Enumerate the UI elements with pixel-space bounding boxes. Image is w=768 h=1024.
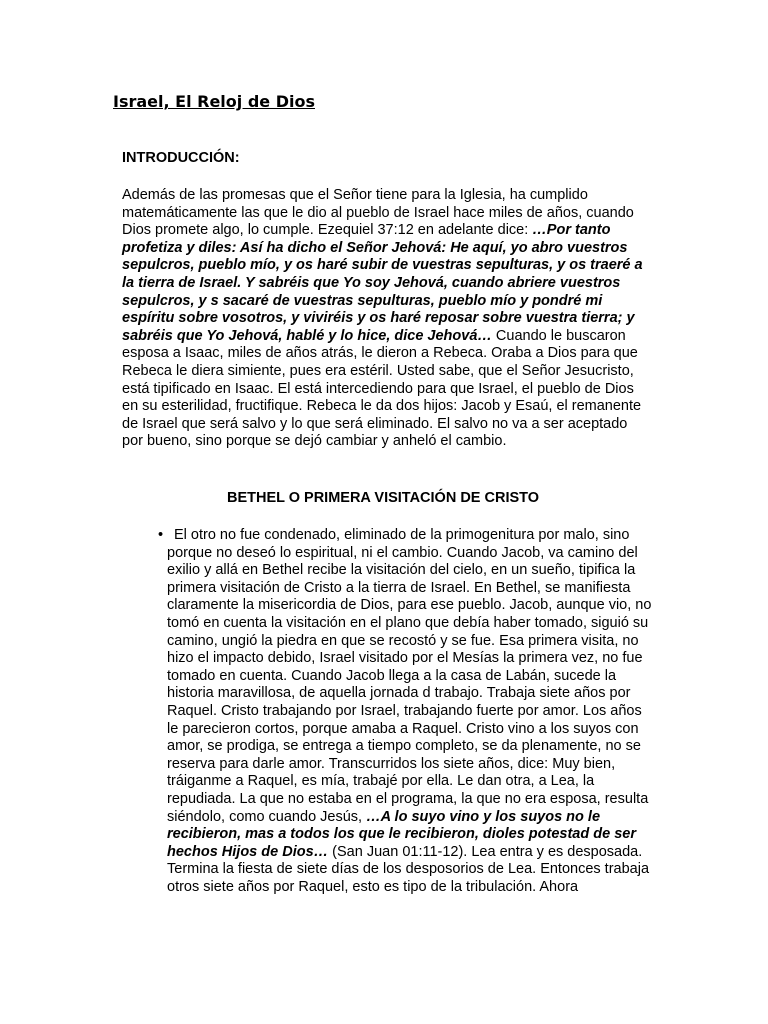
bullet-text-segment: El otro no fue condenado, eliminado de la primogenitura por malo, sino porque no deseó lo espiritual, ni el cambio. Cuando Jacob, va camino del exilio y allá en Bethel recibe la visitación del cielo, en un sueño, tipifica la primera visitación de Cristo a la tierra de Israel. En Bethel, se manifiesta claramente la misericordia de Dios, para ese pueblo. Jacob, aunque vio, no tomó en cuenta la visitación en el plano que debía haber tomado, siguió su camino, ungió la piedra en que se recostó y se fue. Esa primera visita, no hizo el impacto debido, Israel visitado por el Mesías la primera vez, no fue tomado en cuenta. Cuando Jacob llega a la casa de Labán, sucede la historia maravillosa, de aquella jornada d trabajo. Trabaja siete años por Raquel. Cristo trabajando por Israel, trabajando fuerte por amor. Los años le parecieron cortos, porque amaba a Raquel. Cristo vino a los suyos con amor, se prodiga, se entrega a tiempo completo, se da plenamente, no se reserva para darle amor. Transcurridos los siete años, dice: Muy bien, tráiganme a Raquel, es mía, trabajé por ella. Le dan otra, a Lea, la repudiada. La que no estaba en el programa, la que no era esposa, resulta siéndolo, como cuando Jesús, (167, 527, 652, 825)
bullet-icon: • (158, 527, 164, 543)
introduction-heading: INTRODUCCIÓN: (122, 150, 240, 166)
bethel-section-heading: BETHEL O PRIMERA VISITACIÓN DE CRISTO (226, 490, 540, 506)
john-quote: …A lo suyo vino y los suyos no le recibieron, mas a todos los que le recibieron, dioles potestad de ser hechos Hijos de Dios… (167, 808, 636, 860)
list-item (142, 527, 654, 927)
intro-text-segment: Además de las promesas que el Señor tiene para la Iglesia, ha cumplido matemáticamente las que le dio al pueblo de Israel hace miles de años, cuando Dios promete algo, lo cumple. Ezequiel 37:12 en adelante dice: (122, 187, 634, 239)
bullet-text-segment: (San Juan 01:11-12). Lea entra y es desposada. Termina la fiesta de siete días de los desposorios de Lea. Entonces trabaja otros siete años por Raquel, esto es tipo de la tribulación. Ahora (167, 843, 650, 895)
introduction-paragraph (122, 187, 652, 451)
intro-text-segment: Cuando le buscaron esposa a Isaac, miles de años atrás, le dieron a Rebeca. Oraba a Dios para que Rebeca le diera simiente, pues era estéril. Usted sabe, que el Señor Jesucristo, está tipificado en Isaac. El está intercediendo para que Israel, el pueblo de Dios en su esterilidad, fructifique. Rebeca le da dos hijos: Jacob y Esaú, el remanente de Israel que será salvo y lo que será eliminado. El salvo no va a ser aceptado por bueno, sino porque se dejó cambiar y anheló el cambio. (122, 327, 642, 450)
document-title: Israel, El Reloj de Dios (113, 92, 315, 111)
ezekiel-quote: …Por tanto profetiza y diles: Así ha dicho el Señor Jehová: He aquí, yo abro vuestros sepulcros, pueblo mío, y os haré subir de vuestras sepulturas, y os traeré a la tierra de Israel. Y sabréis que Yo soy Jehová, cuando abriere vuestros sepulcros, y s sacaré de vuestras sepulturas, pueblo mío y pondré mi espíritu sobre vosotros, y viviréis y os haré reposar sobre vuestra tierra; y sabréis que Yo Jehová, hablé y lo hice, dice Jehová… (122, 222, 643, 344)
bethel-bullet-list (142, 527, 654, 927)
